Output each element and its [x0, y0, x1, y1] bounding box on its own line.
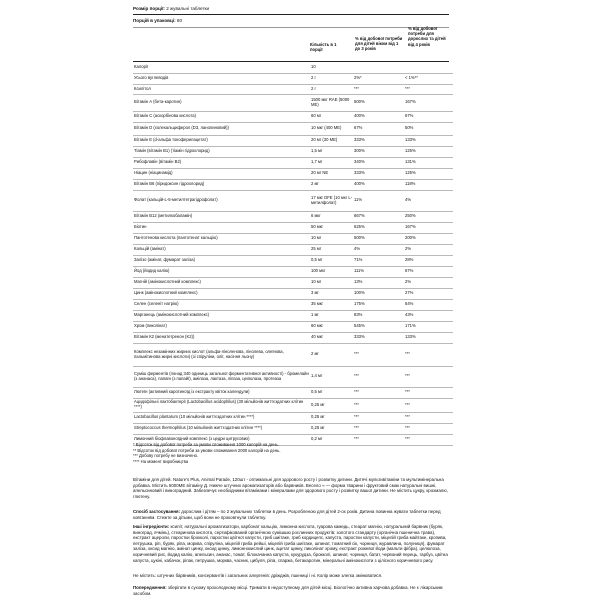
table-row: [133, 190, 453, 211]
nutrient-name: Вітамін С (аскорбінова кислота): [133, 111, 310, 122]
table-row: [133, 222, 453, 233]
nutrient-name: Селен (селеніт натрію): [133, 299, 310, 310]
serving-size-label: Розмір порції:: [133, 6, 165, 11]
dv-adults: 118%: [404, 179, 453, 190]
amount-per-serving: 0,2 мг: [310, 434, 353, 445]
amount-per-serving: 2 мг: [310, 179, 353, 190]
table-row: [133, 310, 453, 321]
table-row: [133, 73, 453, 84]
dv-adults: 125%: [404, 146, 453, 157]
amount-per-serving: 1,4 мг: [310, 366, 353, 387]
amount-per-serving: 20 мг (30 МЕ): [310, 135, 353, 146]
amount-per-serving: 10 мг: [310, 277, 353, 288]
dv-1-3-years: 13%: [353, 277, 404, 288]
nutrient-name: Марганець (амінокислотний комплекс): [133, 310, 310, 321]
dv-1-3-years: ***: [353, 434, 404, 445]
footnote: * Відсоток від добової потреби за умови споживання 1000 калорій на день.: [133, 442, 279, 447]
nutrient-name: Тіамін (вітамін В1) (тіамін гідрохлорид): [133, 146, 310, 157]
usage-paragraph: [133, 509, 449, 520]
amount-per-serving: 50 мкг: [310, 222, 353, 233]
dv-1-3-years: 11%: [353, 190, 404, 211]
table-row: [133, 266, 453, 277]
warning-text: зберігати в сухому прохолодному місці. Тримати в недоступному для дітей місці. Біологічно активна харчова добавка. Не є лікарським засобом.: [133, 585, 443, 596]
nutrient-name: Фолат (кальцій-L-5-метилтетрагідрофолат): [133, 190, 310, 211]
table-row: [133, 146, 453, 157]
footnote: **** На момент виробництва: [133, 458, 189, 464]
nutrient-name: Кальцій (амінат): [133, 244, 310, 255]
dv-1-3-years: ***: [353, 84, 404, 94]
footnote: *** Добову потребу не визначено.: [133, 453, 199, 459]
dv-1-3-years: 500%: [353, 233, 404, 244]
amount-per-serving: 60 мг: [310, 111, 353, 122]
dv-1-3-years: 67%: [353, 122, 404, 135]
dv-1-3-years: ***: [353, 366, 404, 387]
amount-per-serving: 10: [310, 62, 353, 73]
table-row: [133, 62, 453, 73]
ingredients-label: Інші інгредієнти:: [133, 524, 170, 529]
dv-1-3-years: 333%: [353, 332, 404, 343]
table-row: [133, 398, 453, 412]
dv-adults: ***: [404, 398, 453, 412]
dv-1-3-years: 340%: [353, 157, 404, 168]
table-row: [133, 423, 453, 434]
dv-adults: 171%: [404, 321, 453, 332]
header-thin-rule: [133, 27, 449, 28]
ingredients-paragraph: [133, 524, 449, 563]
serving-size-line: [133, 6, 209, 12]
table-row: [133, 299, 453, 310]
dv-adults: 131%: [404, 157, 453, 168]
dv-adults: 125%: [404, 168, 453, 179]
amount-per-serving: 6 мкг: [310, 211, 353, 222]
dv-adults: 2%: [404, 277, 453, 288]
nutrient-name: Вітамін К2 (менатетренон (K2)): [133, 332, 310, 343]
dv-1-3-years: ***: [353, 412, 404, 423]
dv-adults: 67%: [404, 111, 453, 122]
dv-adults: 133%: [404, 135, 453, 146]
nutrient-name: Лютеїн (активний каротиноїд із екстракту квіток календули): [133, 387, 310, 398]
dv-1-3-years: ***: [353, 343, 404, 366]
dv-adults: ***: [404, 343, 453, 366]
table-row: [133, 179, 453, 190]
amount-per-serving: 20 мг NE: [310, 168, 353, 179]
dv-adults: 50%: [404, 122, 453, 135]
table-row: [133, 135, 453, 146]
amount-per-serving: 0,25 мг: [310, 423, 353, 434]
nutrient-name: Комплекс незамінних жирних кислот (альфа-ліноленова, лінолева, олеїнова, пальмітинова жирні кислоти) (зі спіруліни, олії, насіння льону): [133, 343, 310, 366]
nutrient-name: Пантотенова кислота (пантотенат кальцію): [133, 233, 310, 244]
dv-adults: ***: [404, 366, 453, 387]
nutrient-name: Вітамін В6 (піридоксин гідрохлорид): [133, 179, 310, 190]
dv-1-3-years: 625%: [353, 222, 404, 233]
table-row: [133, 94, 453, 111]
dv-1-3-years: ***: [353, 387, 404, 398]
amount-per-serving: 2 г: [310, 73, 353, 84]
dv-adults: ***: [404, 412, 453, 423]
nutrient-name: Лимонний біофлавоноїдний комплекс (з цедри цитрусових): [133, 434, 310, 445]
warning-label: Попередження:: [133, 585, 167, 590]
dv-1-3-years: 333%: [353, 168, 404, 179]
dv-adults: < 1%**: [404, 73, 453, 84]
nutrient-name: Суміш ферментів (понад 340 одиниць загальної ферментативної активності) - бромелайн (з ананаса), папаїн (з папайї), амілаза, лактаза, ліпаза, целюлаза, протеаза: [133, 366, 310, 387]
table-row: [133, 211, 453, 222]
dv-1-3-years: ***: [353, 423, 404, 434]
table-row: [133, 168, 453, 179]
nutrient-name: Усього вуглеводів: [133, 73, 310, 84]
nutrient-name: Цинк (амінокислотний комплекс): [133, 288, 310, 299]
dv-adults: 4%: [404, 190, 453, 211]
dv-adults: 28%: [404, 255, 453, 266]
serving-size-value: 2 жувальні таблетки: [166, 6, 210, 11]
amount-per-serving: 0,5 мг: [310, 387, 353, 398]
dv-1-3-years: 83%: [353, 310, 404, 321]
dv-1-3-years: 333%: [353, 135, 404, 146]
dv-1-3-years: 4%: [353, 244, 404, 255]
nutrient-name: Хром (пиколінат): [133, 321, 310, 332]
table-row: [133, 244, 453, 255]
nutrient-name: Lactobacillus plantarum (10 мільйонів життєздатних клітин ****): [133, 412, 310, 423]
dv-1-3-years: 400%: [353, 111, 404, 122]
nutrient-name: Магній (амінокислотний комплекс): [133, 277, 310, 288]
amount-per-serving: 40 мкг: [310, 332, 353, 343]
nutrient-name: Рибофлавін (вітамін В2): [133, 157, 310, 168]
dv-adults: ***: [404, 84, 453, 94]
dv-adults: 67%: [404, 266, 453, 277]
table-row: [133, 387, 453, 398]
table-row: [133, 343, 453, 366]
usage-label: Спосіб застосування:: [133, 509, 181, 514]
dv-adults: 64%: [404, 299, 453, 310]
dv-1-3-years: 500%: [353, 94, 404, 111]
amount-per-serving: 10 мкг (400 МЕ): [310, 122, 353, 135]
amount-per-serving: 35 мкг: [310, 299, 353, 310]
dv-adults: 27%: [404, 288, 453, 299]
nutrient-name: Вітамін А (бета-каротин): [133, 94, 310, 111]
dv-adults: ***: [404, 387, 453, 398]
amount-per-serving: 10 мг: [310, 233, 353, 244]
dv-adults: 2%: [404, 244, 453, 255]
dv-1-3-years: 2%*: [353, 73, 404, 84]
table-row: [133, 277, 453, 288]
dv-adults: 43%: [404, 310, 453, 321]
table-row: [133, 255, 453, 266]
nutrition-table: [133, 62, 453, 446]
amount-per-serving: 0,5 мг: [310, 255, 353, 266]
nutrient-name: Ксилітол: [133, 84, 310, 94]
amount-per-serving: 1,5 мг: [310, 146, 353, 157]
dv-1-3-years: 545%: [353, 321, 404, 332]
amount-per-serving: 60 мкг: [310, 321, 353, 332]
header-rule: [133, 14, 449, 15]
amount-per-serving: 100 мкг: [310, 266, 353, 277]
amount-per-serving: 1 мг: [310, 310, 353, 321]
amount-per-serving: 17 мкг DFE (10 мкг L-метилфолат): [310, 190, 353, 211]
allergen-paragraph: Не містить: штучних барвників, консервантів і загальних алергенів: дріжджів, пшениці і ні. Колір може злегка змінюватися.: [133, 573, 383, 578]
dv-1-3-years: 400%: [353, 179, 404, 190]
dv-1-3-years: 667%: [353, 211, 404, 222]
dv-1-3-years: 300%: [353, 146, 404, 157]
dv-adults: 167%: [404, 222, 453, 233]
dv-1-3-years: 175%: [353, 299, 404, 310]
nutrient-name: Йод (йодид калію): [133, 266, 310, 277]
dv-adults: 133%: [404, 332, 453, 343]
nutrient-name: Ацидофільні лактобактерії (Lactobacillus acidophilus) (30 мільйонів життєздатних клітин ****): [133, 398, 310, 412]
table-row: [133, 321, 453, 332]
dv-1-3-years: 100%: [353, 288, 404, 299]
dv-adults: [404, 62, 453, 73]
nutrient-name: Калорії: [133, 62, 310, 73]
servings-value: 60: [176, 18, 183, 23]
column-header-dv-adults: % від добової потреби для дорослих та дітей від 4 років: [408, 26, 446, 47]
nutrient-name: Вітамін В12 (метилкобаламін): [133, 211, 310, 222]
dv-1-3-years: ***: [353, 398, 404, 412]
column-header-dv-1-3: % від добової потреби для дітей віком від 1 до 3 років: [355, 36, 403, 52]
servings-label: Порцій в упаковці:: [133, 18, 176, 23]
table-row: [133, 288, 453, 299]
table-row: [133, 332, 453, 343]
table-row: [133, 111, 453, 122]
table-row: [133, 233, 453, 244]
dv-adults: 250%: [404, 211, 453, 222]
amount-per-serving: 25 мг: [310, 244, 353, 255]
footnotes: [133, 442, 449, 464]
dv-adults: 200%: [404, 233, 453, 244]
dv-adults: 167%: [404, 94, 453, 111]
usage-text: дорослим і дітям – по 2 жувальних таблетки в день. Розробленою для дітей 2-ох років. Дитина повинна жувати таблетки перед ковтанням. Стежте за дітьми, щоб вони не проковтнули таблетку.: [133, 509, 441, 520]
nutrient-name: Ніацин (ніацинамід): [133, 168, 310, 179]
servings-line: [133, 18, 182, 24]
table-row: [133, 122, 453, 135]
nutrient-name: Streptococcus thermophilus (10 мільйонів життєздатних клітин ****): [133, 423, 310, 434]
ingredients-text: ксиліт, натуральні ароматизатори, карбонат кальцію, лимонна кислота, гуарова камедь, стеарат магнію, натуральний барвник (буряк, виноград, ячмінь), стеаринова кислота, сертифікований органічною сумішшю рослинних продуктів: золотого стандарту (органічна пшенична трава), екстракт ацероли, паростки брокколі, паростки цвітної капусти, гриб шиітаке, гриб кордицепс, капуста, паростки капусти, міцелій гриба майтаке, кропива, петрушка, ріп, буряк, ріпа, морква, спіруліна, міцелій гриба рейші, міцелій гриба шиітаке, шпинат, томатний сік, чорниця, журавлина, полуниця), фумарат заліза, оксид магнію, амінат цинку, оксид цинку, лимоннокислий цинк, ацетат цинку, пиколінат хрому, екстракт рожевої йоди (мальти фібра), целюлоза, коричневий рис, йодид калію, апельсин, ананас, томат, білокачанна капуста, кукурудза, брокколі, шпинат, чорниця, батат, червоний перець, гарбуз, цвітна капуста, цукіні, кабачок, ріпак, петрушка, морква, часник, цибуля, ріпа, спаржа, бетакаротин, мінеральні амінокислоти з цілісного коричневого рису.: [133, 524, 448, 563]
dv-1-3-years: 71%: [353, 255, 404, 266]
description-paragraph: Вітаміни для дітей. Nature's Plus, Animal Parade, 120шт - оптимальні для здорового росту і розвитку дитини. Дитячі мультивітаміни та мультимінеральна добавка. Містить 5000МЕ вітаміну Д. Нижче штучних ароматизаторів або барвників. Весело ≈ — форма тварини і фруктовий смак натуральні вишні, апельсиновий і виноградний. Забезпечує необхідними вітамінами і мінералами для здорового росту і розвитку вашої дитини. Не містить цукру, крохмалю, глютену.: [133, 477, 448, 499]
dv-1-3-years: 111%: [353, 266, 404, 277]
table-row: [133, 366, 453, 387]
table-row: [133, 412, 453, 423]
footnote: ** Відсоток від добової потреби за умови споживання 2000 калорій на день.: [133, 447, 281, 453]
amount-per-serving: 1,7 мг: [310, 157, 353, 168]
nutrient-name: Залізо (амінат, фумарат заліза): [133, 255, 310, 266]
amount-per-serving: 0,25 мг: [310, 412, 353, 423]
nutrient-name: Вітамін D (холекальциферол (D3, ланолиновий)): [133, 122, 310, 135]
dv-adults: ***: [404, 434, 453, 445]
amount-per-serving: 2 мг: [310, 343, 353, 366]
nutrient-name: Вітамін Е (d-альфа токоферилацетат): [133, 135, 310, 146]
amount-per-serving: 1500 мкг RAE (5000 МЕ): [310, 94, 353, 111]
amount-per-serving: 0,25 мг: [310, 398, 353, 412]
nutrient-name: Біотин: [133, 222, 310, 233]
warning-paragraph: [133, 585, 449, 596]
amount-per-serving: 3 мг: [310, 288, 353, 299]
table-row: [133, 84, 453, 94]
dv-adults: ***: [404, 423, 453, 434]
column-header-amount: Кількість в 1 порції: [310, 42, 337, 53]
table-row: [133, 157, 453, 168]
dv-1-3-years: [353, 62, 404, 73]
amount-per-serving: 2 г: [310, 84, 353, 94]
